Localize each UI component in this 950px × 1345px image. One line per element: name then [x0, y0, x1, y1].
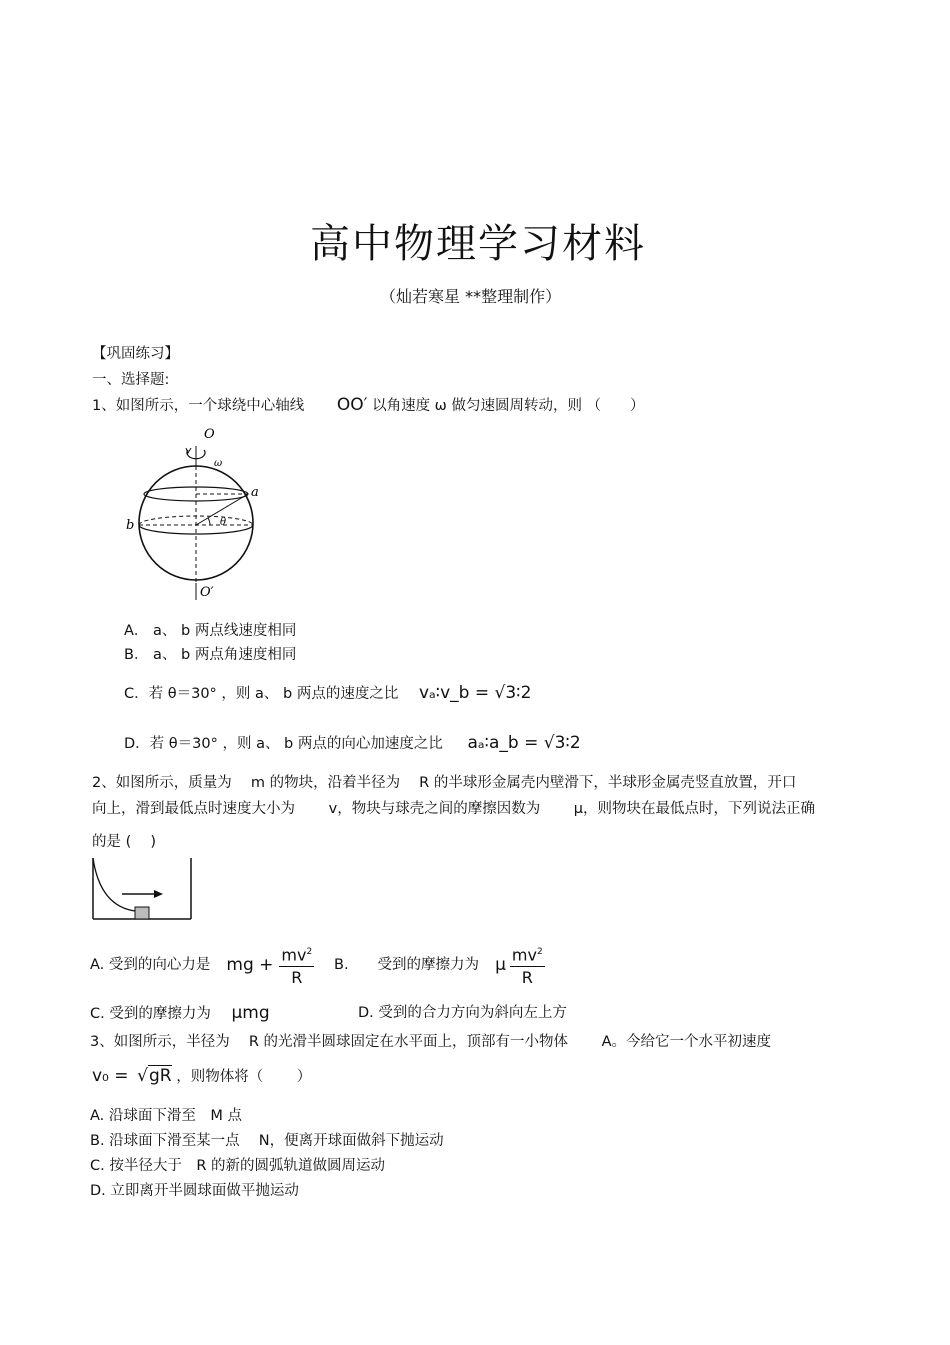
q2-option-b — [334, 940, 545, 990]
q1-stem — [92, 395, 645, 416]
q2-option-d: D. 受到的合力方向为斜向左上方 — [358, 1005, 567, 1021]
q1-option-c-text: C．若 θ＝30° ，则 a、 b 两点的速度之比 — [124, 686, 399, 702]
q1-stem-a: 1、如图所示，一个球绕中心轴线 — [92, 398, 305, 414]
label-b: b — [126, 518, 135, 533]
q2-option-b-math-pre: μ — [495, 955, 506, 975]
q1-axis: OO′ — [336, 395, 368, 415]
q2-frac-den-b: R — [521, 968, 533, 988]
q2-frac-exp: 2 — [306, 946, 313, 957]
q2-option-a-text: A. 受到的向心力是 — [90, 957, 211, 973]
q3-option-d: D. 立即离开半圆球面做平抛运动 — [90, 1183, 299, 1199]
q3-option-b: B. 沿球面下滑至某一点 N，便离开球面做斜下抛运动 — [90, 1133, 444, 1149]
q2-option-a-math-pre: mg + — [226, 955, 274, 975]
part-heading: 一、选择题: — [92, 372, 170, 388]
q3-v0: v₀ = — [92, 1066, 129, 1086]
q2-frac-den: R — [291, 968, 303, 988]
q1-option-d-math: aₐ∶a_b = √3∶2 — [467, 733, 581, 753]
q1-stem-b: 以角速度 ω 做匀速圆周转动，则 （ ） — [372, 398, 645, 414]
q2-option-a-fraction — [279, 941, 314, 989]
q3-line2-tail: ，则物体将（ ） — [176, 1069, 312, 1085]
page-subtitle: （灿若寒星 **整理制作） — [380, 287, 562, 306]
q1-option-d-text: D．若 θ＝30° ，则 a、 b 两点的向心加速度之比 — [124, 736, 443, 752]
q1-option-a: A． a、 b 两点线速度相同 — [124, 623, 297, 639]
q2-line1: 2、如图所示，质量为 m 的物块，沿着半径为 R 的半球形金属壳内壁滑下，半球形金属壳竖直放置，开口 — [92, 775, 797, 791]
q2-frac-num: mv — [281, 945, 307, 965]
q3-option-a: A. 沿球面下滑至 M 点 — [90, 1108, 243, 1124]
q2-option-c-text: C. 受到的摩擦力为 — [90, 1006, 211, 1022]
q3-line1: 3、如图所示，半径为 R 的光滑半圆球固定在水平面上，顶部有一小物体 A。今给它一个水平初速度 — [90, 1034, 772, 1050]
q1-option-d — [124, 733, 581, 754]
q1-option-b: B． a、 b 两点角速度相同 — [124, 647, 297, 663]
page-title: 高中物理学习材料 — [310, 221, 646, 267]
q2-bowl-diagram — [90, 856, 195, 924]
section-heading: 【巩固练习】 — [92, 346, 179, 362]
q3-gR: gR — [148, 1066, 172, 1086]
label-omega: ω — [214, 458, 223, 469]
q1-sphere-diagram — [120, 428, 270, 603]
q1-option-c-math: vₐ∶v_b = √3∶2 — [418, 683, 532, 703]
q2-option-c-math: μmg — [231, 1003, 270, 1023]
q2-option-c — [90, 1003, 270, 1024]
label-O-prime: O′ — [200, 585, 214, 600]
q2-option-a — [90, 940, 314, 990]
q2-frac-exp-b: 2 — [536, 946, 543, 957]
q2-line3: 的是 ( ) — [92, 834, 157, 850]
q2-line2: 向上，滑到最低点时速度大小为 v，物块与球壳之间的摩擦因数为 μ，则物块在最低点时，下列说法正确 — [92, 801, 816, 817]
label-O-top: O — [204, 428, 215, 442]
label-theta: θ — [220, 517, 227, 528]
q1-option-c — [124, 683, 531, 704]
label-a: a — [251, 485, 259, 500]
q2-frac-num-b: mv — [511, 945, 537, 965]
q3-line2: v₀ = √gR ，则物体将（ ） — [92, 1066, 312, 1086]
q3-option-c: C. 按半径大于 R 的新的圆弧轨道做圆周运动 — [90, 1158, 386, 1174]
q2-option-b-fraction — [510, 941, 545, 989]
q2-option-b-text: B. 受到的摩擦力为 — [334, 957, 480, 973]
